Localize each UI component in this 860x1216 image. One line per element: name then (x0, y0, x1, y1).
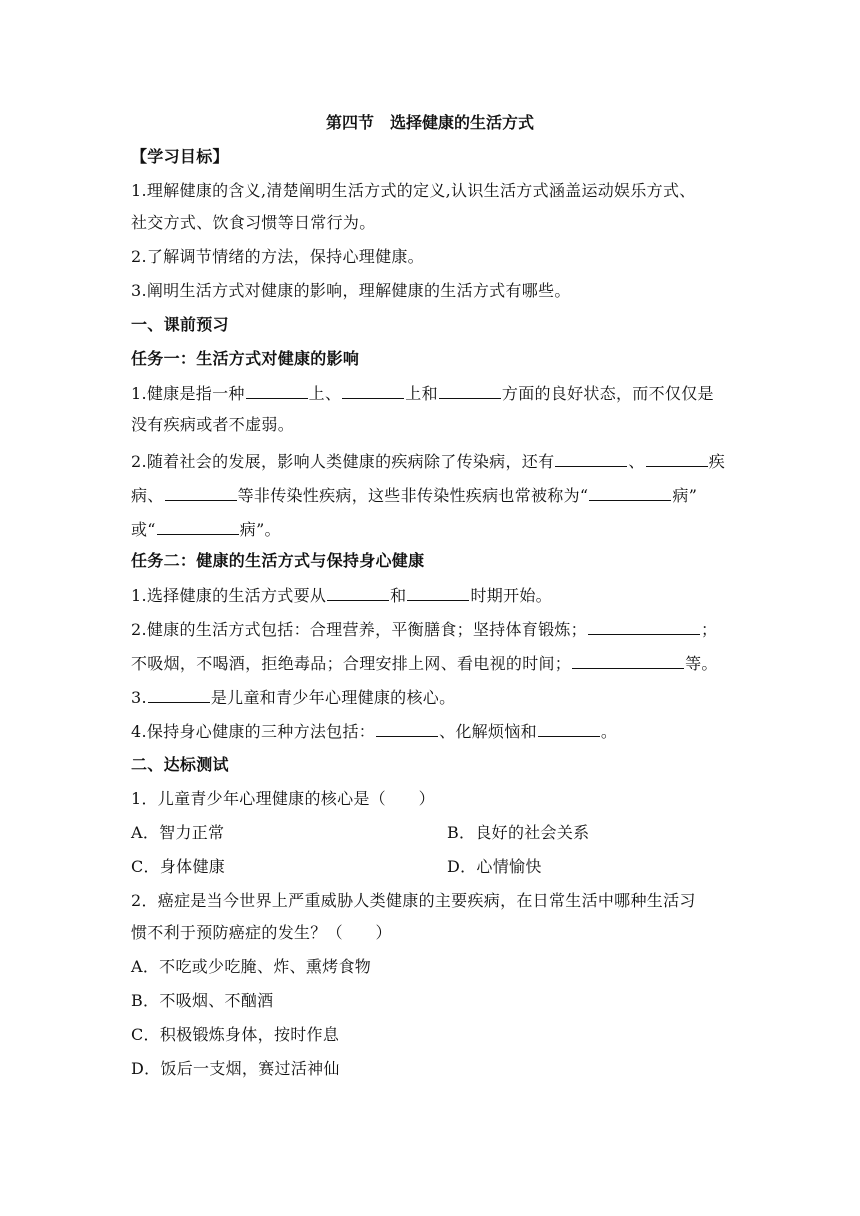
answer-blank[interactable] (342, 382, 404, 399)
option-d[interactable]: D．饭后一支烟，赛过活神仙 (131, 1059, 340, 1078)
option-c[interactable]: C．积极锻炼身体，按时作息 (131, 1025, 340, 1044)
test-question-1-options-cd (131, 856, 731, 878)
page-title: 第四节 选择健康的生活方式 (325, 113, 534, 132)
answer-blank[interactable] (407, 584, 469, 601)
task-2-question-3: 3. 是儿童和青少年心理健康的核心。 (131, 688, 456, 707)
test-question-1-options-ab (131, 822, 731, 844)
answer-blank[interactable] (148, 686, 210, 703)
task-2-question-4: 4.保持身心健康的三种方法包括： 、化解烦恼和 。 (131, 722, 618, 741)
option-b[interactable]: B．不吸烟、不酗酒 (131, 991, 274, 1010)
test-question-1-stem: 1．儿童青少年心理健康的核心是（ ） (131, 789, 435, 808)
task-1-question-2: 2.随着社会的发展，影响人类健康的疾病除了传染病，还有 、 疾 (131, 452, 725, 471)
answer-blank[interactable] (376, 720, 438, 737)
answer-blank[interactable] (572, 652, 684, 669)
task-2-question-2-line-2: 不吸烟，不喝酒，拒绝毒品；合理安排上网、看电视的时间； 等。 (131, 654, 718, 673)
answer-blank[interactable] (646, 450, 708, 467)
option-a[interactable]: A．智力正常 (131, 823, 225, 842)
objective-1-line-1: 1.理解健康的含义,清楚阐明生活方式的定义,认识生活方式涵盖运动娱乐方式、 (131, 181, 696, 200)
answer-blank[interactable] (589, 484, 671, 501)
answer-blank[interactable] (157, 518, 239, 535)
objective-1-line-2: 社交方式、饮食习惯等日常行为。 (131, 213, 376, 232)
objectives-heading: 【学习目标】 (131, 147, 229, 166)
test-question-2-stem-line-1: 2．癌症是当今世界上严重威胁人类健康的主要疾病，在日常生活中哪种生活习 (131, 891, 696, 910)
section-1-heading: 一、课前预习 (131, 315, 229, 334)
task-1-heading: 任务一：生活方式对健康的影响 (131, 349, 360, 368)
task-2-question-2: 2.健康的生活方式包括：合理营养，平衡膳食；坚持体育锻炼； ； (131, 620, 718, 639)
option-a[interactable]: A．不吃或少吃腌、炸、熏烤食物 (131, 957, 372, 976)
option-d[interactable]: D．心情愉快 (447, 857, 542, 876)
answer-blank[interactable] (588, 618, 700, 635)
answer-blank[interactable] (165, 484, 237, 501)
answer-blank[interactable] (538, 720, 600, 737)
task-1-question-1: 1.健康是指一种 上、 上和 方面的良好状态，而不仅仅是 (131, 384, 714, 403)
test-question-2-stem-line-2: 惯不利于预防癌症的发生？（ ） (131, 923, 392, 942)
task-1-question-2-line-3: 或“ 病”。 (131, 520, 281, 539)
section-2-heading: 二、达标测试 (131, 755, 229, 774)
option-c[interactable]: C．身体健康 (131, 857, 226, 876)
task-1-question-2-line-2: 病、 等非传染性疾病，这些非传染性疾病也常被称为“ 病” (131, 486, 698, 505)
answer-blank[interactable] (246, 382, 308, 399)
option-b[interactable]: B．良好的社会关系 (447, 823, 590, 842)
answer-blank[interactable] (327, 584, 389, 601)
answer-blank[interactable] (555, 450, 627, 467)
objective-2: 2.了解调节情绪的方法，保持心理健康。 (131, 247, 424, 266)
objective-3: 3.阐明生活方式对健康的影响，理解健康的生活方式有哪些。 (131, 281, 571, 300)
task-2-heading: 任务二：健康的生活方式与保持身心健康 (131, 551, 425, 570)
task-2-question-1: 1.选择健康的生活方式要从 和 时期开始。 (131, 586, 552, 605)
answer-blank[interactable] (439, 382, 501, 399)
task-1-question-1-line-2: 没有疾病或者不虚弱。 (131, 415, 295, 434)
